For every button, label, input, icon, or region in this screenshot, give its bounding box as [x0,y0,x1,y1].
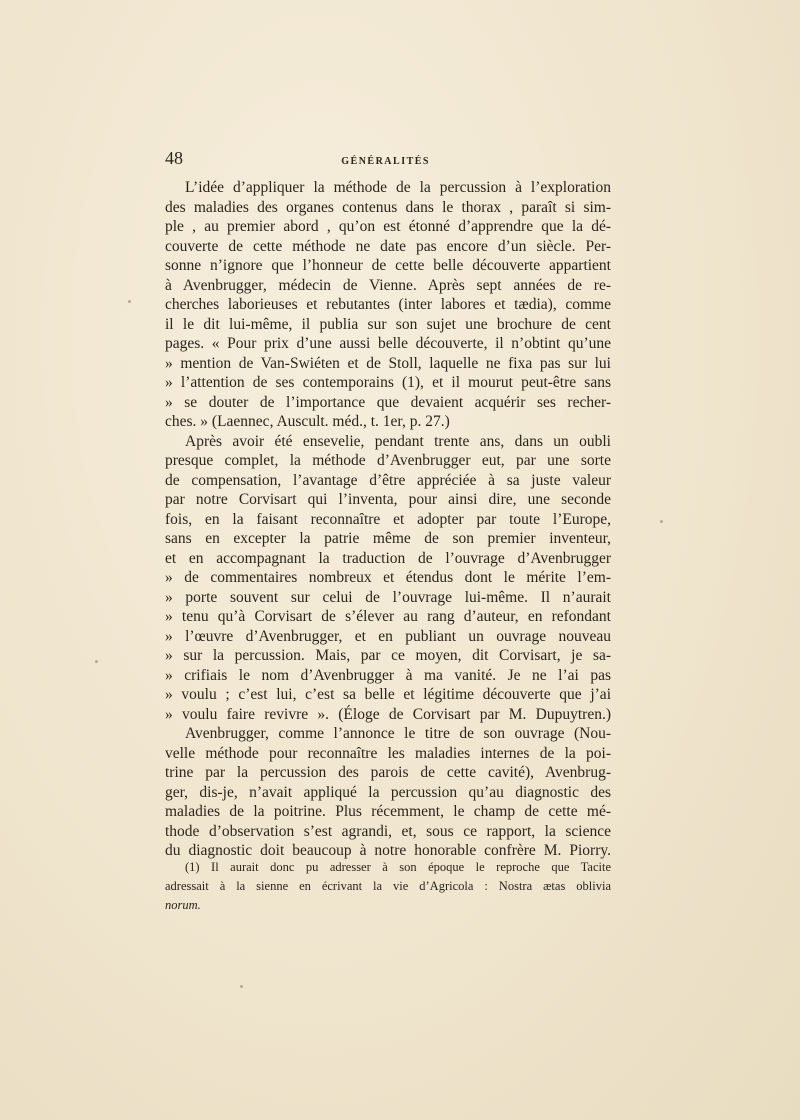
text-line: » l’attention de ses contemporains (1), et il mourut peut-être sans [165,374,611,391]
text-line: pages. « Pour prix d’une aussi belle découverte, il n’obtint qu’une [165,335,611,352]
text-line: velle méthode pour reconnaître les maladies internes de la poi- [165,744,611,762]
body-text [165,178,611,861]
text-line: par notre Corvisart qui l’inventa, pour ainsi dire, une seconde [165,491,611,508]
text-line: fois, en la faisant reconnaître et adopter par toute l’Europe, [165,510,611,528]
text-line: » voulu faire revivre ». (Éloge de Corvisart par M. Dupuytren.) [165,705,611,723]
footnote [165,858,611,915]
footnote-line: norum. [165,898,201,912]
text-line: couverte de cette méthode ne date pas encore d’un siècle. Per- [165,237,611,255]
text-line: à Avenbrugger, médecin de Vienne. Après sept années de re- [165,276,611,294]
text-line: L’idée d’appliquer la méthode de la percussion à l’exploration [185,179,611,196]
text-line: Avenbrugger, comme l’annonce le titre de son ouvrage (Nou- [185,725,611,742]
text-line: presque complet, la méthode d’Avenbrugger eut, par une sorte [165,452,611,469]
text-line: » l’œuvre d’Avenbrugger, et en publiant un ouvrage nouveau [165,627,611,645]
text-line: sonne n’ignore que l’honneur de cette belle découverte appartient [165,257,611,274]
page-header [165,148,610,169]
text-line: ger, dis-je, n’avait appliqué la percussion qu’au diagnostic des [165,783,611,801]
text-line: » tenu qu’à Corvisart de s’élever au rang d’auteur, en refondant [165,608,611,625]
paper-speck [128,300,131,303]
text-line: » se douter de l’importance que devaient acquérir ses recher- [165,393,611,411]
paper-speck [95,660,98,663]
text-line: maladies de la poitrine. Plus récemment, le champ de cette mé- [165,803,611,820]
text-line: » de commentaires nombreux et étendus dont le mérite l’em- [165,569,611,586]
text-line: et en accompagnant la traduction de l’ouvrage d’Avenbrugger [165,549,611,567]
footnote-line: adressait à la sienne en écrivant la vie d’Agricola : Nostra ætas oblivia [165,879,611,893]
text-line: » sur la percussion. Mais, par ce moyen, dit Corvisart, je sa- [165,647,611,664]
text-line: ple , au premier abord , qu’on est étonné d’apprendre que la dé- [165,218,611,235]
text-line: » crifiais le nom d’Avenbrugger à ma vanité. Je ne l’ai pas [165,666,611,684]
text-line: cherches laborieuses et rebutantes (inter labores et tædia), comme [165,296,611,313]
running-title: GÉNÉRALITÉS [341,156,430,167]
text-line: » mention de Van-Swiéten et de Stoll, laquelle ne fixa pas sur lui [165,354,611,372]
text-line: des maladies des organes contenus dans le thorax , paraît si sim- [165,198,611,216]
text-line: ches. » (Laennec, Auscult. méd., t. 1er, p. 27.) [165,413,450,430]
text-line: » voulu ; c’est lui, c’est sa belle et légitime découverte que j’ai [165,686,611,703]
text-line: il le dit lui-même, il publia sur son sujet une brochure de cent [165,315,611,333]
text-line: de compensation, l’avantage d’être appréciée à sa juste valeur [165,471,611,489]
paper-speck [240,985,243,988]
text-line: » porte souvent sur celui de l’ouvrage lui-même. Il n’aurait [165,588,611,606]
text-line: Après avoir été ensevelie, pendant trente ans, dans un oubli [185,432,611,450]
footnote-line: (1) Il aurait donc pu adresser à son époque le reproche que Tacite [185,860,611,874]
text-line: sans en excepter la patrie même de son premier inventeur, [165,530,611,547]
text-line: trine par la percussion des parois de cette cavité), Avenbrug- [165,764,611,781]
page-number: 48 [165,148,183,168]
text-line: du diagnostic doit beaucoup à notre honorable confrère M. Piorry. [165,842,611,859]
text-line: thode d’observation s’est agrandi, et, sous ce rapport, la science [165,822,611,840]
paper-speck [660,520,663,523]
